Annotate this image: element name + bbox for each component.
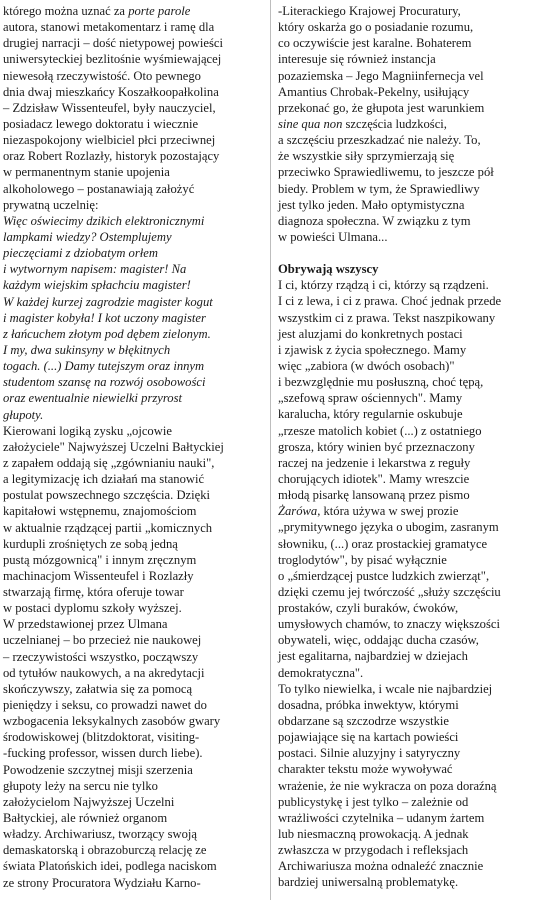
text-line: I ci z lewa, i ci z prawa. Choć jednak przede [278, 294, 502, 309]
text-line: Amantius Chrobak-Pekelny, usiłujący [278, 84, 470, 99]
text-line: młodą pisarkę lansowaną przez pismo [278, 488, 470, 503]
text-line: z łańcuchem złotym pod dębem zielonym. [3, 326, 211, 341]
text-line: obywateli, więc, oddając ducha czasów, [278, 633, 479, 648]
left-text-column [3, 3, 265, 891]
text-line: alkoholowego – postanawiają założyć [3, 181, 195, 196]
right-text-column [278, 3, 535, 891]
text-line: I ci, którzy rządzą i ci, którzy są rządzeni. [278, 278, 489, 293]
text-line: „szefową spraw ościennych". Mamy [278, 391, 463, 406]
text-line: W przedstawionej przez Ulmana [3, 617, 168, 632]
text-line: w aktualnie rządzącej partii „komicznych [3, 520, 213, 535]
text-line: demaskatorską i obrazoburczą relację ze [3, 843, 207, 858]
text-line: Powodzenie szczytnej misji szerzenia [3, 762, 193, 777]
text-line: i zjawisk z życia społecznego. Mamy [278, 342, 467, 357]
section-heading: Obrywają wszyscy [278, 262, 379, 277]
text-line: -fucking professor, wissen durch liebe). [3, 746, 203, 761]
text-line: raczej na jedzenie i lekarstwa z reguły [278, 455, 471, 470]
text-line: przeciwko Sprawiedliwemu, to jeszcze pół [278, 165, 494, 180]
text-line: w postaci dyplomu szkoły wyższej. [3, 601, 182, 616]
text-line: którego można uznać za porte parole [3, 4, 191, 18]
text-line: „rzesze matolich kobiet (...) z ostatniego [278, 423, 482, 438]
text-line: od tytułów naukowych, a na akredytacji [3, 665, 205, 680]
text-line: „prymitywnego języka o ubogim, zasranym [278, 520, 499, 535]
text-line: lampkami wiedzy? Ostemplujemy [3, 229, 172, 244]
text-line: wrażenie, że nie wykracza on poza doraźną [278, 778, 497, 793]
text-line: prostaków, czyli buraków, ćwoków, [278, 601, 459, 616]
text-line: jest egalitarna, najbardziej w dziejach [278, 649, 468, 664]
text-line: środowiskowej (blitzdoktorat, visiting- [3, 730, 200, 745]
text-line: demokratyczna". [278, 665, 364, 680]
text-line: interesuje się również instancja [278, 52, 436, 67]
text-line: jest tylko jeden. Mało optymistyczna [278, 197, 465, 212]
text-line: dosadna, próbka inwektyw, którymi [278, 697, 459, 712]
text-line: wrażliwości czytelnika – udanym żartem [278, 810, 485, 825]
text-line: założyciele" Najwyższej Uczelni Bałtyckiej [3, 439, 224, 454]
text-line: autora, stanowi metakomentarz i ramę dla [3, 20, 215, 35]
text-line: pustą mózgownicą" i innym zręcznym [3, 552, 197, 567]
text-line: karalucha, który regularnie oskubuje [278, 407, 463, 422]
text-line: dnia dwaj mieszkańcy Koszałkoopałkolina [3, 84, 219, 99]
text-line: stwarzają firmę, która oferuje towar [3, 585, 184, 600]
text-line: lub niesmaczną prowokacją. A jednak [278, 827, 469, 842]
text-line: diagnoza społeczna. W związku z tym [278, 213, 471, 228]
paragraph-gap [278, 245, 535, 261]
text-line: głupoty leży na sercu nie tylko [3, 778, 158, 793]
text-line: posiadacz lewego doktoratu i wiecznie [3, 116, 199, 131]
text-line: Kierowani logiką zysku „ojcowie [3, 423, 172, 438]
column-divider [270, 0, 271, 900]
text-line: W każdej kurzej zagrodzie magister kogut [3, 294, 213, 309]
text-line: umysłowych chamów, to znaczy większości [278, 617, 500, 632]
text-line: Archiwariusza można odnaleźć znacznie [278, 859, 484, 874]
text-line: charakter tekstu może wywoływać [278, 762, 453, 777]
text-line: dzięki czemu jej twórczość „służy szczęściu [278, 584, 501, 599]
text-line: biedy. Problem w tym, że Sprawiedliwy [278, 181, 480, 196]
text-line: w permanentnym stanie upojenia [3, 165, 170, 180]
text-line: każdym wiejskim spłachciu magister! [3, 278, 191, 293]
text-line: skończywszy, załatwia się za pomocą [3, 681, 193, 696]
text-line: sine qua non szczęścia ludzkości, [278, 116, 447, 131]
text-line: o „śmierdzącej pustce ludzkich zwierząt", [278, 568, 490, 583]
text-line: wszystkim ci z prawa. Tekst naszpikowany [278, 310, 496, 325]
text-line: i wytwornym napisem: magister! Na [3, 262, 187, 277]
italic-phrase: sine qua non [278, 116, 343, 131]
text-line: uczelnianej – bo przecież nie naukowej [3, 633, 202, 648]
text-line: Żarówa, która używa w swej prozie [278, 504, 459, 519]
text-line: pieczęciami z dziobatym orłem [3, 246, 158, 261]
text-line: Bałtyckiej, ale również organom [3, 811, 168, 826]
text-line: że wszystkie siły sprzymierzają się [278, 149, 455, 164]
text-line: prywatną uczelnię: [3, 197, 99, 212]
text-line: głupoty. [3, 407, 44, 422]
italic-phrase: Żarówa [278, 504, 318, 519]
text-line: bardziej uniwersalną problematykę. [278, 875, 459, 890]
text-line: ze strony Procuratora Wydziału Karno- [3, 875, 201, 890]
text-line: pojawiające się na kartach powieści [278, 730, 459, 745]
text-line: w powieści Ulmana... [278, 229, 388, 244]
text-line: postulat powszechnego szczęścia. Dzięki [3, 488, 211, 503]
text-line: słowniku, (...) oraz prostackiej gramatyce [278, 536, 488, 551]
text-line: a szczęściu przeszkadzać nie należy. To, [278, 133, 481, 148]
text-line: pieniędzy i seksu, co prowadzi nawet do [3, 698, 207, 713]
text-line: studentom szansę na rozwój osobowości [3, 375, 206, 390]
text-line: oraz ewentualnie niewielki przyrost [3, 391, 182, 406]
text-line: oraz Robert Rozlazły, historyk pozostający [3, 149, 220, 164]
text-line: publicystykę i jest tylko – zależnie od [278, 794, 469, 809]
text-line: i bezwzględnie mu posłuszną, choć tępą, [278, 375, 484, 390]
text-line: – Zdzisław Wissenteufel, były nauczyciel, [3, 100, 216, 115]
text-line: i magister kobyła! I kot uczony magister [3, 310, 206, 325]
text-line: togach. (...) Damy tutejszym oraz innym [3, 359, 205, 374]
text-line: machinacjom Wissenteufel i Rozlazły [3, 568, 194, 583]
text-line: przekonać go, że głupota jest warunkiem [278, 100, 485, 115]
text-line: -Literackiego Krajowej Procuratury, [278, 4, 461, 18]
text-line: chorujących idiotek". Mamy wreszcie [278, 471, 470, 486]
text-line: który oskarża go o posiadanie rozumu, [278, 20, 474, 35]
text-line: – rzeczywistości wszystko, począwszy [3, 649, 199, 664]
text-line: To tylko niewielka, i wcale nie najbardziej [278, 681, 493, 696]
text-line: wzbogacenia leksykalnych zasobów gwary [3, 714, 221, 729]
text-line: zwłaszcza w przygodach i refleksjach [278, 843, 469, 858]
text-line: niezaspokojony wielbiciel płci przeciwnej [3, 133, 216, 148]
text-line: z zapałem oddają się „zgównianiu nauki", [3, 455, 215, 470]
italic-phrase: porte parole [128, 4, 191, 18]
text-line: władzy. Archiwariusz, tworzący swoją [3, 827, 197, 842]
text-line: postaci. Silnie aluzyjny i satyryczny [278, 746, 461, 761]
text-line: kapitałowi wstępnemu, znajomościom [3, 504, 197, 519]
text-line: a legitymizację ich działań ma stanowić [3, 472, 205, 487]
text-line: kurdupli zrośniętych ze sobą jedną [3, 536, 178, 551]
text-line: pozaziemska – Jego Magniinfernecja vel [278, 68, 484, 83]
text-line: grosza, który winien być przeznaczony [278, 439, 475, 454]
text-line: założycielom Najwyższej Uczelni [3, 794, 175, 809]
text-line: I my, dwa sukinsyny w błękitnych [3, 342, 171, 357]
text-line: co oczywiście jest karalne. Bohaterem [278, 36, 472, 51]
text-line: Więc oświecimy dzikich elektronicznymi [3, 213, 205, 228]
text-line: obdarzane są szczodrze wszystkie [278, 714, 449, 729]
text-line: świata Platońskich idei, podlega naciskom [3, 859, 217, 874]
text-line: troglodytów", by pisać wyłącznie [278, 552, 447, 567]
text-line: niewesołą rzeczywistość. Oto pewnego [3, 68, 201, 83]
text-line: drugiej narracji – dość nietypowej powieści [3, 36, 223, 51]
text-line: uniwersyteckiej bezlitośnie wyśmiewającej [3, 52, 222, 67]
text-line: jest aluzjami do konkretnych postaci [278, 326, 463, 341]
text-line: więc „zabiora (w dwóch osobach)" [278, 358, 455, 373]
